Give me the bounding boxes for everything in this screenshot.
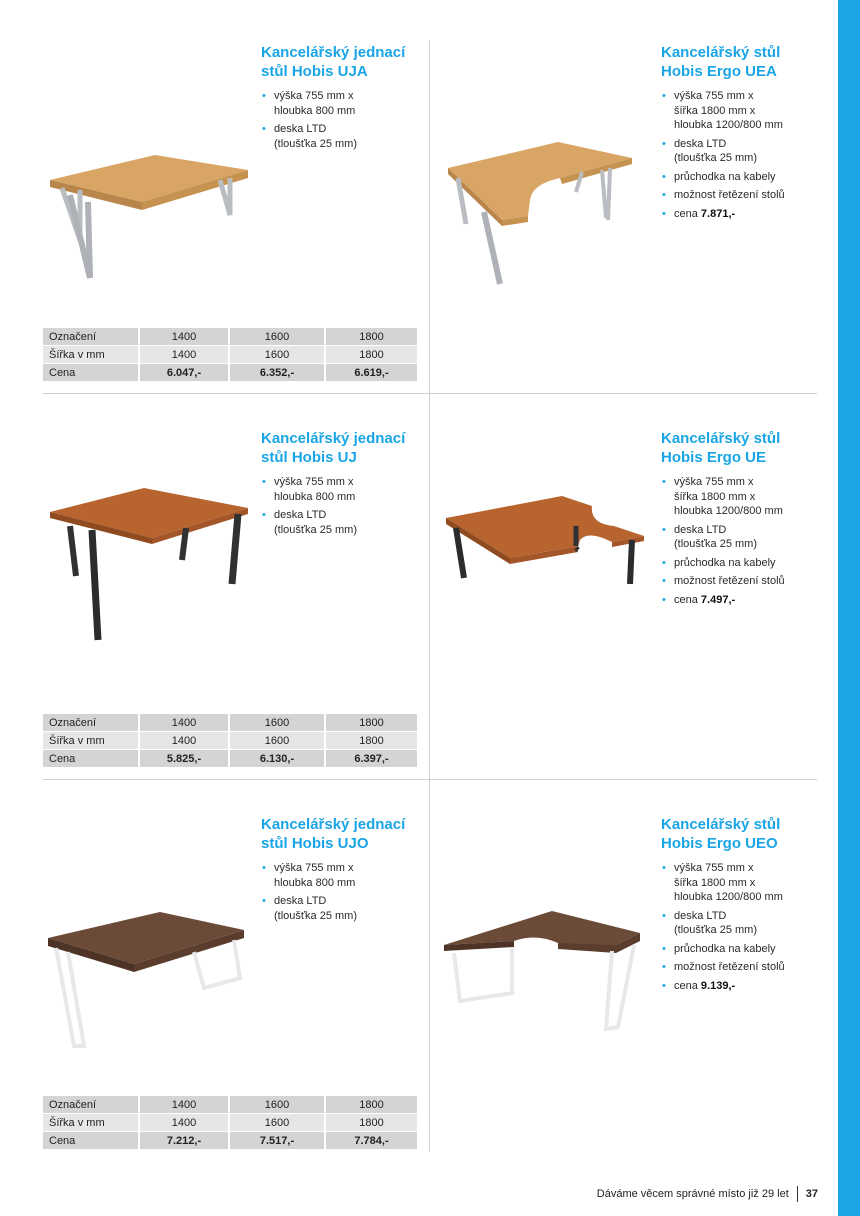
table-cell: 6.619,- [326, 364, 417, 382]
table-cell: Šířka v mm [43, 1114, 140, 1132]
table-cell: 1600 [230, 1096, 326, 1114]
product-title: Kancelářský jednací stůl Hobis UJO [261, 816, 406, 852]
spec-list [261, 475, 357, 541]
price-item: • cena 7.871,- [661, 207, 785, 222]
table-cell: Cena [43, 750, 140, 768]
table-cell: 1800 [326, 346, 417, 364]
table-row [43, 1114, 417, 1132]
footer-tagline: Dáváme věcem správné místo již 29 let [596, 1188, 789, 1200]
price-table [43, 714, 417, 768]
spec-list [261, 89, 357, 155]
spec-item: • deska LTD (tloušťka 25 mm) [261, 894, 357, 923]
table-cell: Cena [43, 1132, 140, 1150]
price-table [43, 1096, 417, 1150]
table-cell: 7.212,- [140, 1132, 230, 1150]
table-row [43, 732, 417, 750]
spec-item: • průchodka na kabely [661, 556, 785, 571]
spec-item: • možnost řetězení stolů [661, 188, 785, 203]
spec-item: • průchodka na kabely [661, 170, 785, 185]
walnut-table-loop-legs-icon [44, 908, 250, 1050]
side-accent-bar [838, 0, 860, 1216]
cherry-table-black-legs-icon [44, 480, 254, 644]
table-cell: Cena [43, 364, 140, 382]
spec-item: • výška 755 mm x hloubka 800 mm [261, 475, 357, 504]
spec-item: • výška 755 mm x hloubka 800 mm [261, 861, 357, 890]
table-cell: Označení [43, 328, 140, 346]
table-cell: 1800 [326, 328, 417, 346]
product-title: Kancelářský stůl Hobis Ergo UE [661, 430, 781, 466]
table-row [43, 346, 417, 364]
table-cell: 7.517,- [230, 1132, 326, 1150]
table-cell: 1800 [326, 732, 417, 750]
spec-item: • možnost řetězení stolů [661, 574, 785, 589]
spec-list [261, 861, 357, 927]
spec-item: • deska LTD (tloušťka 25 mm) [661, 137, 785, 166]
spec-list [661, 861, 785, 997]
table-cell: 1400 [140, 1114, 230, 1132]
table-cell: 1400 [140, 1096, 230, 1114]
beech-ergo-desk-icon [440, 120, 640, 290]
table-cell: Označení [43, 714, 140, 732]
spec-item: • deska LTD (tloušťka 25 mm) [661, 523, 785, 552]
table-cell: 1600 [230, 1114, 326, 1132]
table-cell: 1600 [230, 714, 326, 732]
table-cell: 5.825,- [140, 750, 230, 768]
product-title: Kancelářský stůl Hobis Ergo UEO [661, 816, 781, 852]
table-cell: 1400 [140, 346, 230, 364]
table-cell: 1600 [230, 732, 326, 750]
table-row [43, 1132, 417, 1150]
cherry-ergo-desk-icon [440, 490, 650, 590]
product-title: Kancelářský stůl Hobis Ergo UEA [661, 44, 781, 80]
table-cell: 6.130,- [230, 750, 326, 768]
spec-item: • výška 755 mm x hloubka 800 mm [261, 89, 357, 118]
table-row [43, 1096, 417, 1114]
spec-list [661, 475, 785, 611]
spec-item: • možnost řetězení stolů [661, 960, 785, 975]
price-table [43, 328, 417, 382]
table-cell: 6.397,- [326, 750, 417, 768]
spec-item: • výška 755 mm x šířka 1800 mm x hloubka 1200/800 mm [661, 475, 785, 519]
walnut-ergo-desk-icon [440, 905, 646, 1035]
table-cell: 1400 [140, 732, 230, 750]
table-cell: 1600 [230, 346, 326, 364]
spec-item: • výška 755 mm x šířka 1800 mm x hloubka 1200/800 mm [661, 861, 785, 905]
product-title: Kancelářský jednací stůl Hobis UJ [261, 430, 406, 466]
table-cell: 1600 [230, 328, 326, 346]
table-cell: Označení [43, 1096, 140, 1114]
spec-list [661, 89, 785, 225]
footer-separator [797, 1186, 798, 1202]
beech-table-a-frame-icon [40, 140, 252, 282]
spec-item: • deska LTD (tloušťka 25 mm) [261, 508, 357, 537]
column-divider [429, 40, 430, 1152]
row-divider [43, 779, 817, 780]
table-row [43, 328, 417, 346]
product-title: Kancelářský jednací stůl Hobis UJA [261, 44, 406, 80]
price-item: • cena 9.139,- [661, 979, 785, 994]
spec-item: • průchodka na kabely [661, 942, 785, 957]
table-cell: 1400 [140, 714, 230, 732]
spec-item: • deska LTD (tloušťka 25 mm) [261, 122, 357, 151]
table-cell: 6.352,- [230, 364, 326, 382]
table-cell: 1400 [140, 328, 230, 346]
table-cell: 6.047,- [140, 364, 230, 382]
table-row [43, 714, 417, 732]
price-item: • cena 7.497,- [661, 593, 785, 608]
table-cell: 7.784,- [326, 1132, 417, 1150]
table-cell: 1800 [326, 714, 417, 732]
table-row [43, 750, 417, 768]
table-cell: Šířka v mm [43, 732, 140, 750]
page-number: 37 [805, 1188, 818, 1200]
table-row [43, 364, 417, 382]
table-cell: 1800 [326, 1096, 417, 1114]
spec-item: • deska LTD (tloušťka 25 mm) [661, 909, 785, 938]
row-divider [43, 393, 817, 394]
table-cell: 1800 [326, 1114, 417, 1132]
page-footer [597, 1186, 818, 1202]
table-cell: Šířka v mm [43, 346, 140, 364]
spec-item: • výška 755 mm x šířka 1800 mm x hloubka 1200/800 mm [661, 89, 785, 133]
